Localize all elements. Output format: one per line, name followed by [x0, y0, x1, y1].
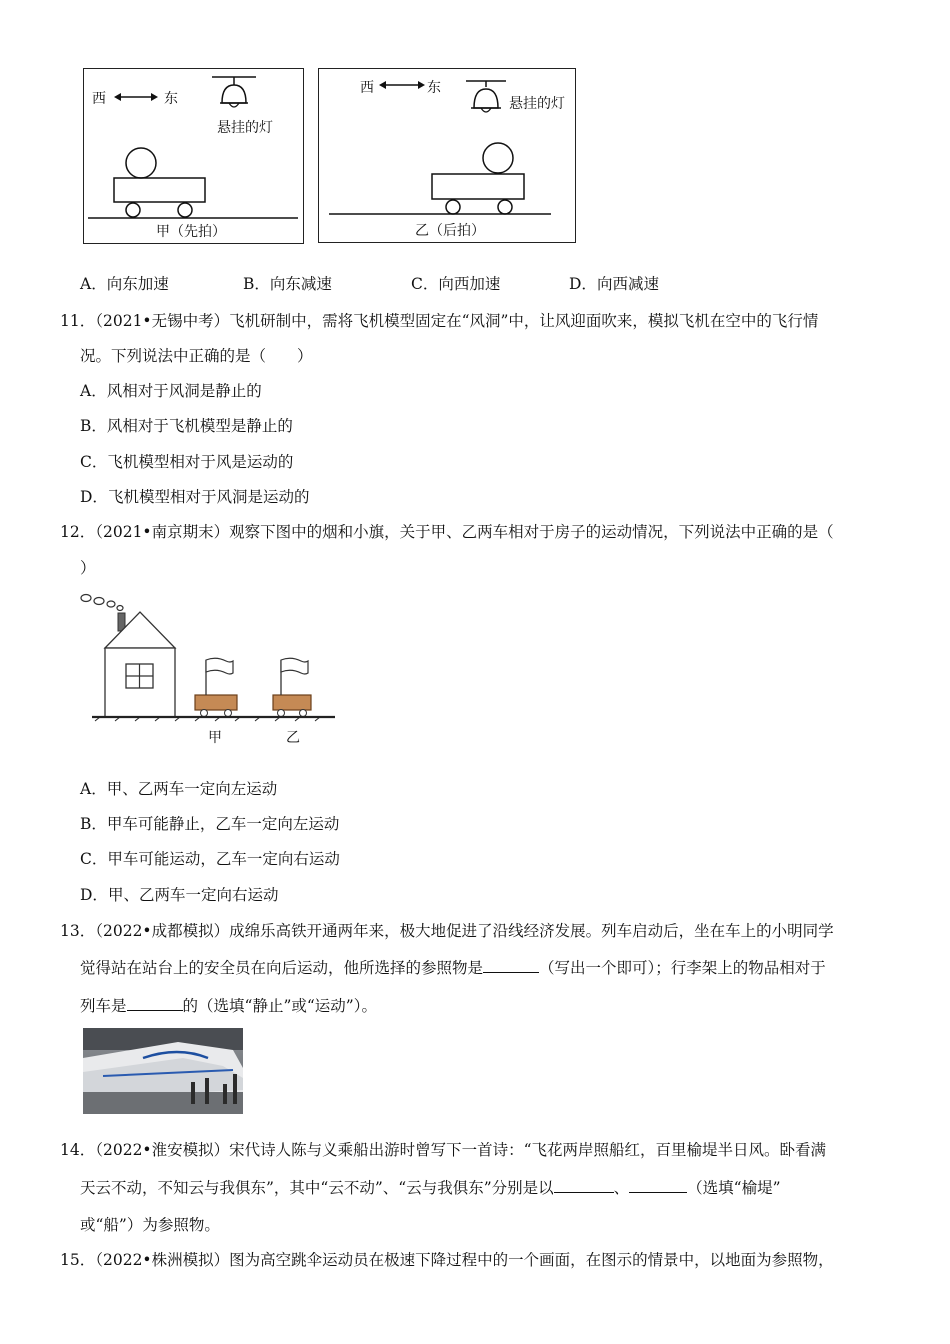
q12-drawing	[80, 592, 340, 722]
q15-line-1: 15．（2022•株洲模拟）图为高空跳伞运动员在极速下降过程中的一个画面，在图示的情景中，以地面为参照物，	[60, 1251, 834, 1269]
q12-option-a: A．甲、乙两车一定向左运动	[80, 780, 278, 798]
q10-option-c: C．向西加速	[411, 275, 501, 293]
q12-line-2: ）	[80, 559, 96, 577]
q14-line-2: 天云不动，不知云与我俱东”，其中“云不动”、“云与我俱东”分别是以 、 （选填“榆堤”	[80, 1179, 781, 1197]
q13-blank-2[interactable]	[127, 996, 183, 1011]
q11-option-b: B．风相对于飞机模型是静止的	[80, 417, 293, 435]
q12-option-b: B．甲车可能静止，乙车一定向左运动	[80, 815, 340, 833]
q11-line-1: 11．（2021•无锡中考）飞机研制中，需将飞机模型固定在“风洞”中，让风迎面吹来，模拟飞机在空中的飞行情	[60, 312, 819, 330]
fig10-right-west: 西	[360, 80, 374, 96]
q14-source: （2022•淮安模拟）	[95, 1141, 230, 1159]
q14-line-1: 14．（2022•淮安模拟）宋代诗人陈与义乘船出游时曾写下一首诗：“飞花两岸照船红，百里榆堤半日风。卧看满	[60, 1141, 827, 1159]
q11-option-c: C．飞机模型相对于风是运动的	[80, 453, 294, 471]
q11-option-d: D．飞机模型相对于风洞是运动的	[80, 488, 310, 506]
q12-label-yi: 乙	[286, 730, 300, 746]
q11-source: （2021•无锡中考）	[95, 312, 230, 330]
q11-option-a: A．风相对于风洞是静止的	[80, 382, 262, 400]
fig10-right-east: 东	[427, 80, 441, 96]
q13-line-1: 13．（2022•成都模拟）成绵乐高铁开通两年来，极大地促进了沿线经济发展。列车启动后，坐在车上的小明同学	[60, 922, 834, 940]
q13-train-photo	[83, 1028, 243, 1114]
q15-number: 15．	[60, 1251, 96, 1269]
q14-blank-1[interactable]	[554, 1178, 614, 1193]
q12-option-c: C．甲车可能运动，乙车一定向右运动	[80, 850, 340, 868]
q12-figure	[80, 592, 340, 752]
q13-line-3: 列车是 的（选填“静止”或“运动”）。	[80, 997, 377, 1015]
fig10-left-lamp-label: 悬挂的灯	[217, 120, 273, 136]
q12-option-d: D．甲、乙两车一定向右运动	[80, 886, 279, 904]
q13-number: 13．	[60, 922, 96, 940]
fig10-right-caption: 乙（后拍）	[415, 223, 485, 239]
fig10-left-panel	[83, 68, 304, 244]
fig10-left-caption: 甲（先拍）	[156, 224, 226, 240]
train-photo-image	[83, 1028, 243, 1114]
q12-number: 12．	[60, 523, 96, 541]
q10-option-d: D．向西减速	[569, 275, 659, 293]
q11-line-2: 况。下列说法中正确的是（ ）	[80, 347, 313, 365]
q13-line-2: 觉得站在站台上的安全员在向后运动，他所选择的参照物是 （写出一个即可）；行李架上的物品相对于	[80, 959, 826, 977]
fig10-right-panel	[318, 68, 576, 243]
q14-blank-2[interactable]	[629, 1178, 687, 1193]
q12-line-1: 12．（2021•南京期末）观察下图中的烟和小旗，关于甲、乙两车相对于房子的运动情况，下列说法中正确的是（	[60, 523, 834, 541]
q14-number: 14．	[60, 1141, 96, 1159]
q14-line-3: 或“船”）为参照物。	[80, 1216, 220, 1234]
q10-option-a: A．向东加速	[80, 275, 169, 293]
fig10-left-drawing	[84, 69, 302, 242]
q11-number: 11．	[60, 312, 96, 330]
q15-source: （2022•株洲模拟）	[95, 1251, 230, 1269]
q13-blank-1[interactable]	[483, 958, 539, 973]
q13-source: （2022•成都模拟）	[95, 922, 230, 940]
fig10-left-east: 东	[164, 91, 178, 107]
q12-label-jia: 甲	[208, 730, 222, 746]
fig10-right-lamp-label: 悬挂的灯	[509, 96, 565, 112]
q12-source: （2021•南京期末）	[95, 523, 230, 541]
q10-option-b: B．向东减速	[243, 275, 332, 293]
fig10-left-west: 西	[92, 91, 106, 107]
